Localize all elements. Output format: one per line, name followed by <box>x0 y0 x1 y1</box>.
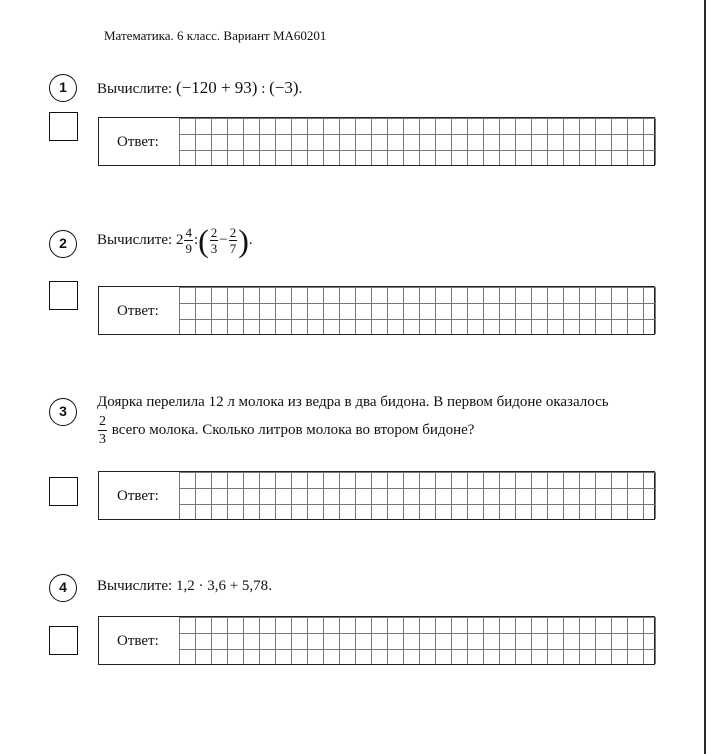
task-1-score-box[interactable] <box>49 112 78 141</box>
task-2-fraction-2: $\frac{2}{3}$ <box>210 225 218 256</box>
task-1-answer-field[interactable] <box>98 117 655 166</box>
task-1-prefix: Вычислите: <box>97 81 173 97</box>
task-2-score-box[interactable] <box>49 281 78 310</box>
task-3-answer-label: Ответ: <box>117 488 159 504</box>
task-3-score-box[interactable] <box>49 477 78 506</box>
task-2-fraction-1: $\frac{4}{9}$ <box>185 225 192 256</box>
task-2-lpar: ( <box>198 222 209 259</box>
task-2-colon: : <box>193 231 199 248</box>
task-1-end: . <box>298 81 303 97</box>
task-4-answer-grid[interactable] <box>179 617 656 664</box>
task-2-end: . <box>248 231 253 248</box>
task-3-line-1: Доярка перелила 12 л молока из ведра в два бидона. В первом бидоне оказалось <box>97 394 609 410</box>
task-4-answer-label: Ответ: <box>117 633 159 649</box>
task-3-line-2-wrap <box>97 413 474 448</box>
task-4-number: 4 <box>49 574 77 602</box>
task-2-answer-label: Ответ: <box>117 303 159 319</box>
task-1-expr-a: (−120 + 93) <box>175 78 258 97</box>
task-4-expr: 1,2 · 3,6 + 5,78 <box>175 578 269 594</box>
task-2-rpar: ) <box>238 222 249 259</box>
task-4-score-box[interactable] <box>49 626 78 655</box>
task-1-question <box>97 78 302 98</box>
task-1-answer-label: Ответ: <box>117 134 159 150</box>
task-4-answer-field[interactable] <box>98 616 655 665</box>
page-header: Математика. 6 класс. Вариант МА60201 <box>104 28 327 43</box>
task-1-expr-b: (−3) <box>269 78 299 97</box>
task-2-fraction-3: $\frac{2}{7}$ <box>229 225 237 256</box>
task-2-question <box>97 222 253 259</box>
task-3-answer-grid[interactable] <box>179 472 656 519</box>
task-3-fraction: $\frac{2}{3}$ <box>99 414 106 447</box>
task-2-answer-field[interactable] <box>98 286 655 335</box>
task-3-answer-field[interactable] <box>98 471 655 520</box>
task-2-number: 2 <box>49 230 77 258</box>
task-1-expr-sep: : <box>261 81 266 97</box>
task-4-end: . <box>268 578 272 594</box>
task-3-number: 3 <box>49 398 77 426</box>
task-4-prefix: Вычислите: <box>97 578 173 594</box>
task-4-question <box>97 578 272 595</box>
task-1-number: 1 <box>49 74 77 102</box>
task-2-answer-grid[interactable] <box>179 287 656 334</box>
task-2-whole: 2 <box>175 231 184 248</box>
task-3-line-2: всего молока. Сколько литров молока во втором бидоне? <box>111 421 475 438</box>
task-1-answer-grid[interactable] <box>179 118 656 165</box>
task-2-minus: − <box>219 231 228 248</box>
task-2-prefix: Вычислите: <box>97 231 173 248</box>
